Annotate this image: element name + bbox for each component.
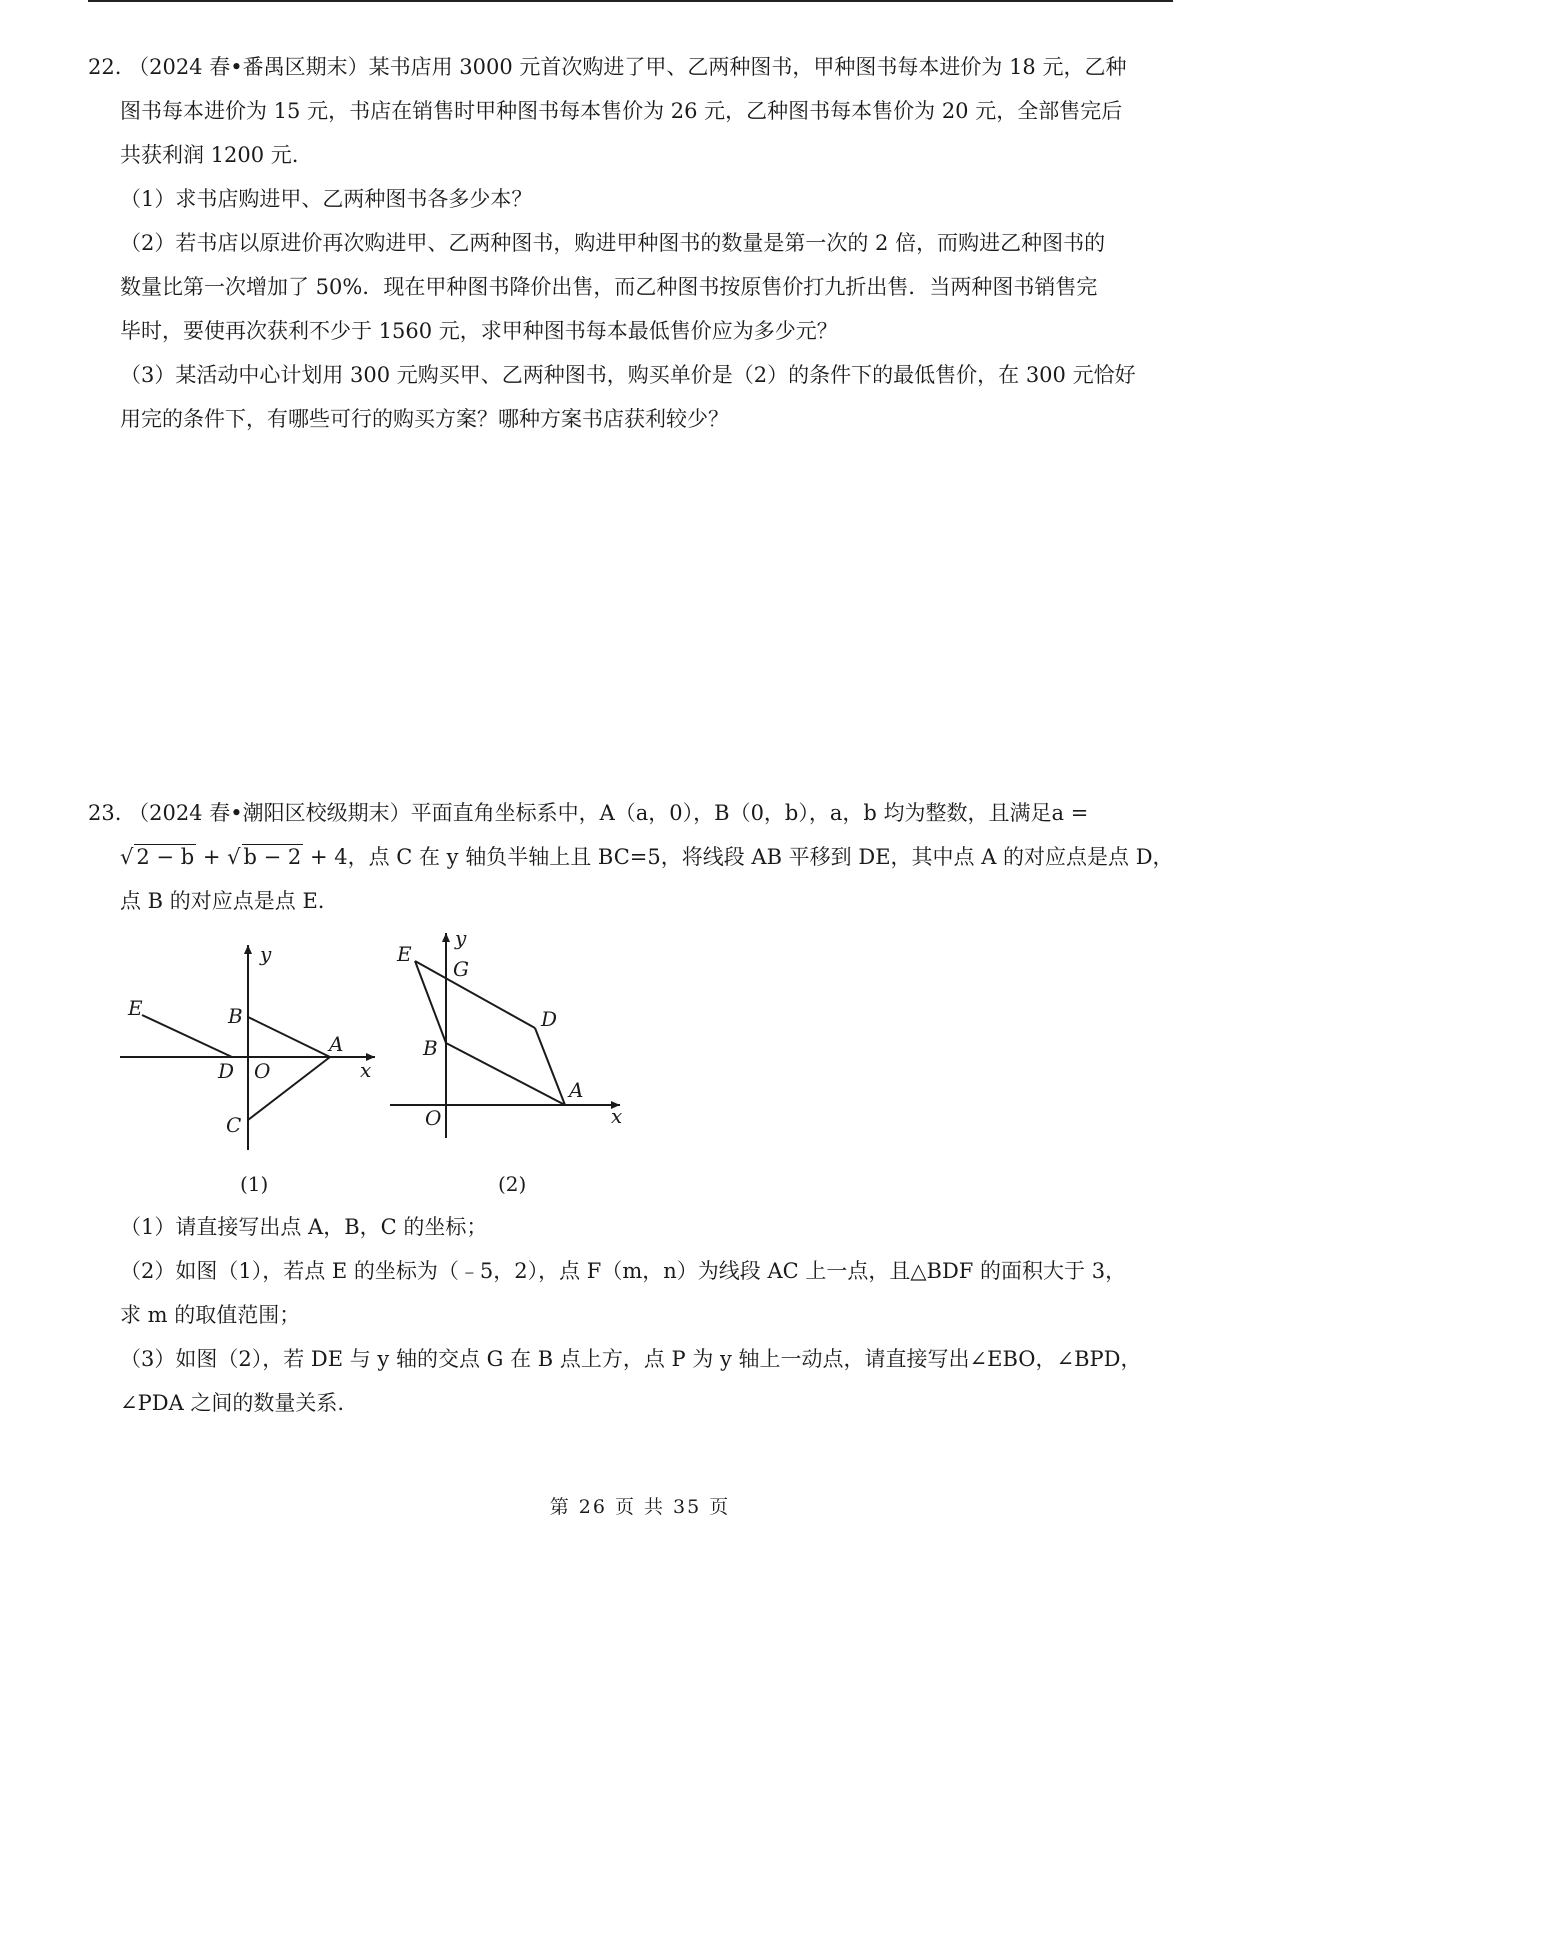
fig2-segment-AB [446,1043,565,1105]
fig2-label-x: x [611,1104,623,1128]
fig2-label-A: A [569,1078,584,1102]
q22-part2-line2: 数量比第一次增加了 50%．现在甲种图书降价出售，而乙种图书按原售价打九折出售．当两种图书销售完 [120,275,1098,299]
fig2-label-O: O [425,1106,442,1130]
sqrt-radicand-1: 2 − b [136,845,195,869]
q23-part3-line2: ∠PDA 之间的数量关系. [120,1391,345,1415]
q22-line-1 [88,52,1126,82]
q23-part2-line1: （2）如图（1），若点 E 的坐标为（﹣5，2），点 F（m，n）为线段 AC 上一点，且△BDF 的面积大于 3， [120,1259,1127,1283]
page-footer: 第 26 页 共 35 页 [549,1496,731,1518]
fig1-label-E: E [128,996,143,1020]
fig2-label-G: G [453,957,469,981]
fig2-segment-DA [535,1028,565,1105]
fig2-caption: (2) [498,1172,527,1196]
fig1-label-C: C [226,1113,242,1137]
q22-part3-line2: 用完的条件下，有哪些可行的购买方案？哪种方案书店获利较少？ [120,407,729,431]
q22-part3-line1: （3）某活动中心计划用 300 元购买甲、乙两种图书，购买单价是（2）的条件下的最低售价，在 300 元恰好 [120,363,1136,387]
q22-stem-1: （2024 春•番禺区期末）某书店用 3000 元首次购进了甲、乙两种图书，甲种图书每本进价为 18 元，乙种 [128,55,1127,79]
fig1-label-y: y [260,942,272,966]
fig1-label-D: D [218,1059,235,1083]
q22-stem-2: 图书每本进价为 15 元，书店在销售时甲种图书每本售价为 26 元，乙种图书每本售价为 20 元，全部售完后 [120,99,1123,123]
figure-2 [385,925,635,1150]
q23-part1: （1）请直接写出点 A，B，C 的坐标； [120,1215,488,1239]
fig2-label-y: y [455,926,467,950]
q23-stem-3: 点 B 的对应点是点 E. [120,889,325,913]
sqrt-sign-1: √ [120,845,134,869]
fig1-segment-ED [142,1015,232,1057]
fig2-label-D: D [541,1007,558,1031]
fig1-label-B: B [228,1004,243,1028]
q23-stem-2-rest: + 4，点 C 在 y 轴负半轴上且 BC=5，将线段 AB 平移到 DE，其中点 A 的对应点是点 D， [309,845,1174,869]
fig2-segment-ED [415,961,535,1028]
q22-part1: （1）求书店购进甲、乙两种图书各多少本？ [120,187,533,211]
fig1-label-O: O [254,1059,271,1083]
q22-stem-3: 共获利润 1200 元. [120,143,299,167]
q23-part2-line2: 求 m 的取值范围； [120,1303,301,1327]
q22-part2-line3: 毕时，要使再次获利不少于 1560 元，求甲种图书每本最低售价应为多少元？ [120,319,838,343]
fig1-caption: (1) [240,1172,269,1196]
top-rule [88,0,1173,2]
q23-line-1 [88,798,1088,828]
q23-stem-1: （2024 春•潮阳区校级期末）平面直角坐标系中，A（a，0），B（0，b），a，b 均为整数，且满足a = [128,801,1089,825]
figure-1 [110,935,390,1160]
fig2-segment-BE [415,961,446,1043]
fig1-label-x: x [360,1058,372,1082]
fig1-label-A: A [329,1032,344,1056]
fig2-label-E: E [397,942,412,966]
fig2-label-B: B [423,1036,438,1060]
q23-stem-2 [120,842,1174,872]
q23-part3-line1: （3）如图（2），若 DE 与 y 轴的交点 G 在 B 点上方，点 P 为 y 轴上一动点，请直接写出∠EBO，∠BPD， [120,1347,1142,1371]
fig1-segment-BA [248,1017,330,1057]
sqrt-sign-2: √ [227,845,241,869]
q22-number: 22. [88,55,122,79]
sqrt-radicand-2: b − 2 [243,845,302,869]
plus-sign: + [202,845,221,869]
q22-part2-line1: （2）若书店以原进价再次购进甲、乙两种图书，购进甲种图书的数量是第一次的 2 倍，而购进乙种图书的 [120,231,1106,255]
q23-number: 23. [88,801,122,825]
